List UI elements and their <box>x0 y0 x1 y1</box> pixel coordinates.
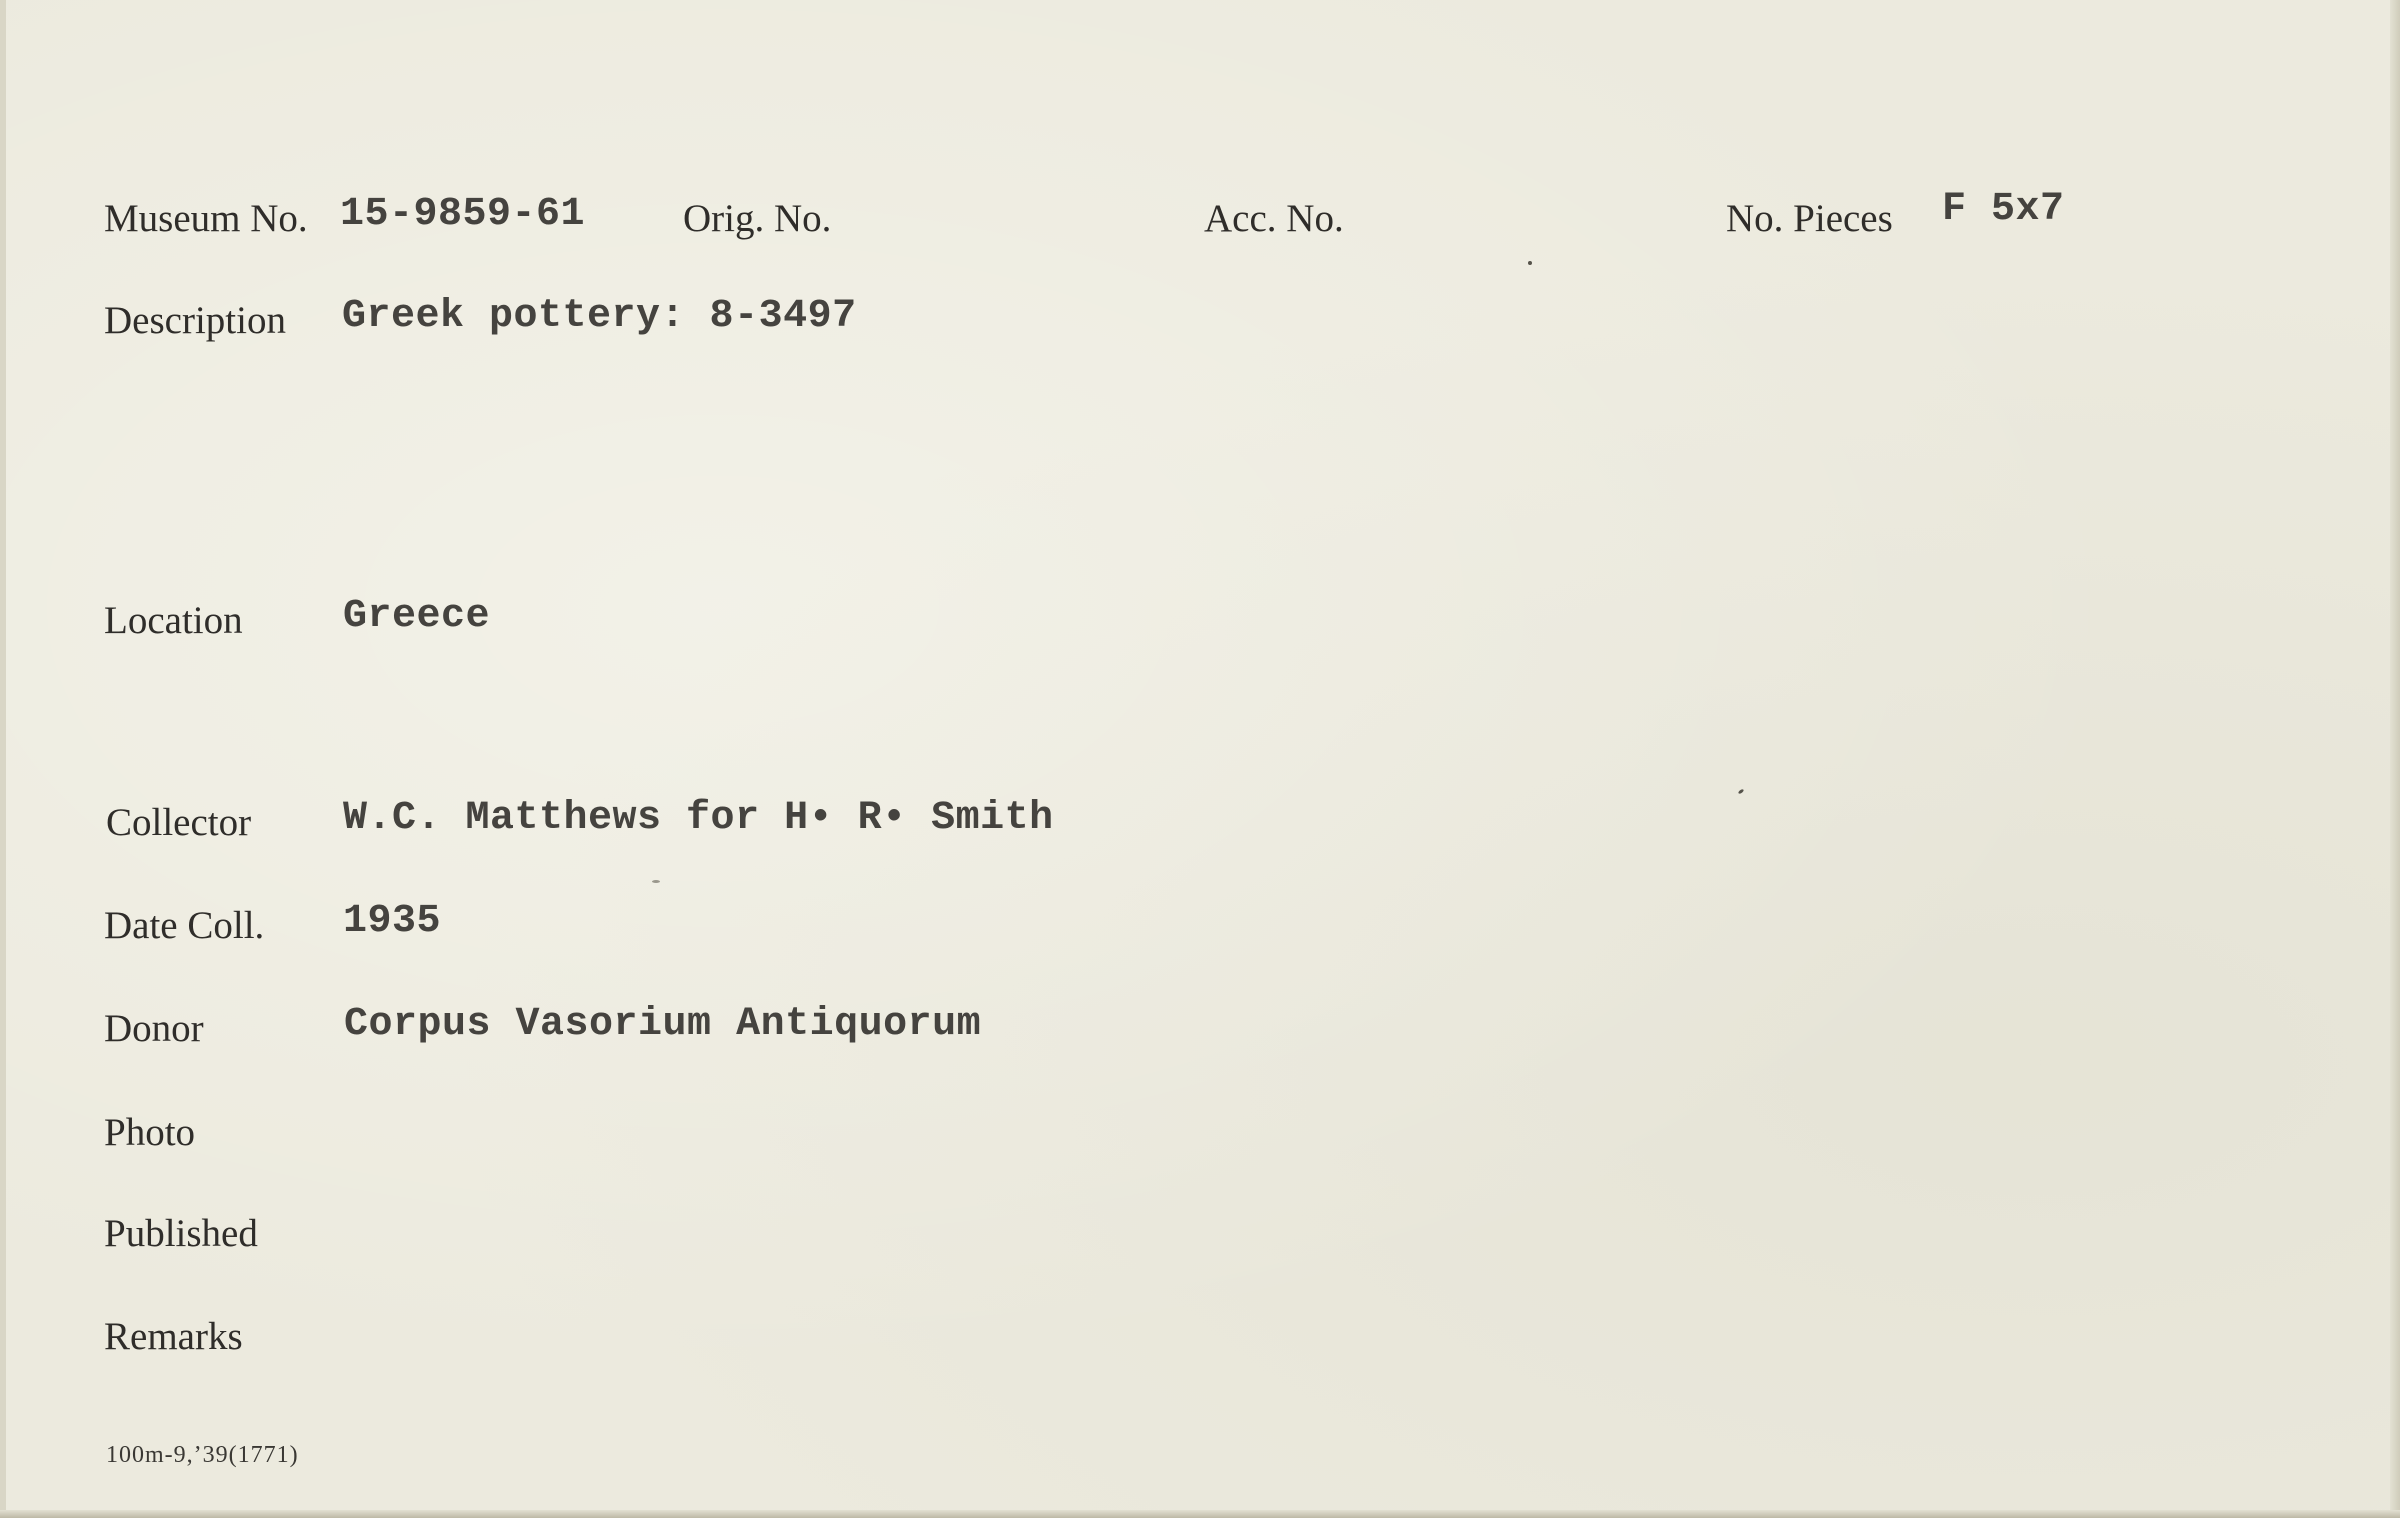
donor-label: Donor <box>104 1007 204 1050</box>
no-pieces-value: F 5x7 <box>1942 187 2065 232</box>
paper-speck <box>1738 789 1745 795</box>
date-coll-label: Date Coll. <box>104 904 265 947</box>
footer-code: 100m-9,’39(1771) <box>106 1442 299 1468</box>
published-label: Published <box>104 1212 258 1255</box>
description-label: Description <box>104 299 286 342</box>
museum-no-value: 15-9859-61 <box>340 192 586 237</box>
location-label: Location <box>104 599 243 642</box>
description-value: Greek pottery: 8-3497 <box>342 294 857 339</box>
location-value: Greece <box>343 594 491 639</box>
paper-speck <box>652 880 660 883</box>
paper-speck <box>1528 261 1532 265</box>
museum-no-label: Museum No. <box>104 197 308 240</box>
acc-no-label: Acc. No. <box>1204 197 1344 240</box>
collector-label: Collector <box>106 801 252 844</box>
orig-no-label: Orig. No. <box>683 197 832 240</box>
card-right-edge <box>2390 0 2400 1518</box>
donor-value: Corpus Vasorium Antiquorum <box>344 1002 982 1047</box>
card-bottom-edge <box>0 1510 2400 1518</box>
no-pieces-label: No. Pieces <box>1726 197 1893 240</box>
collector-value: W.C. Matthews for H• R• Smith <box>343 796 1054 841</box>
date-coll-value: 1935 <box>343 899 442 944</box>
photo-label: Photo <box>104 1111 196 1154</box>
remarks-label: Remarks <box>104 1315 243 1358</box>
card-left-edge <box>0 0 6 1518</box>
